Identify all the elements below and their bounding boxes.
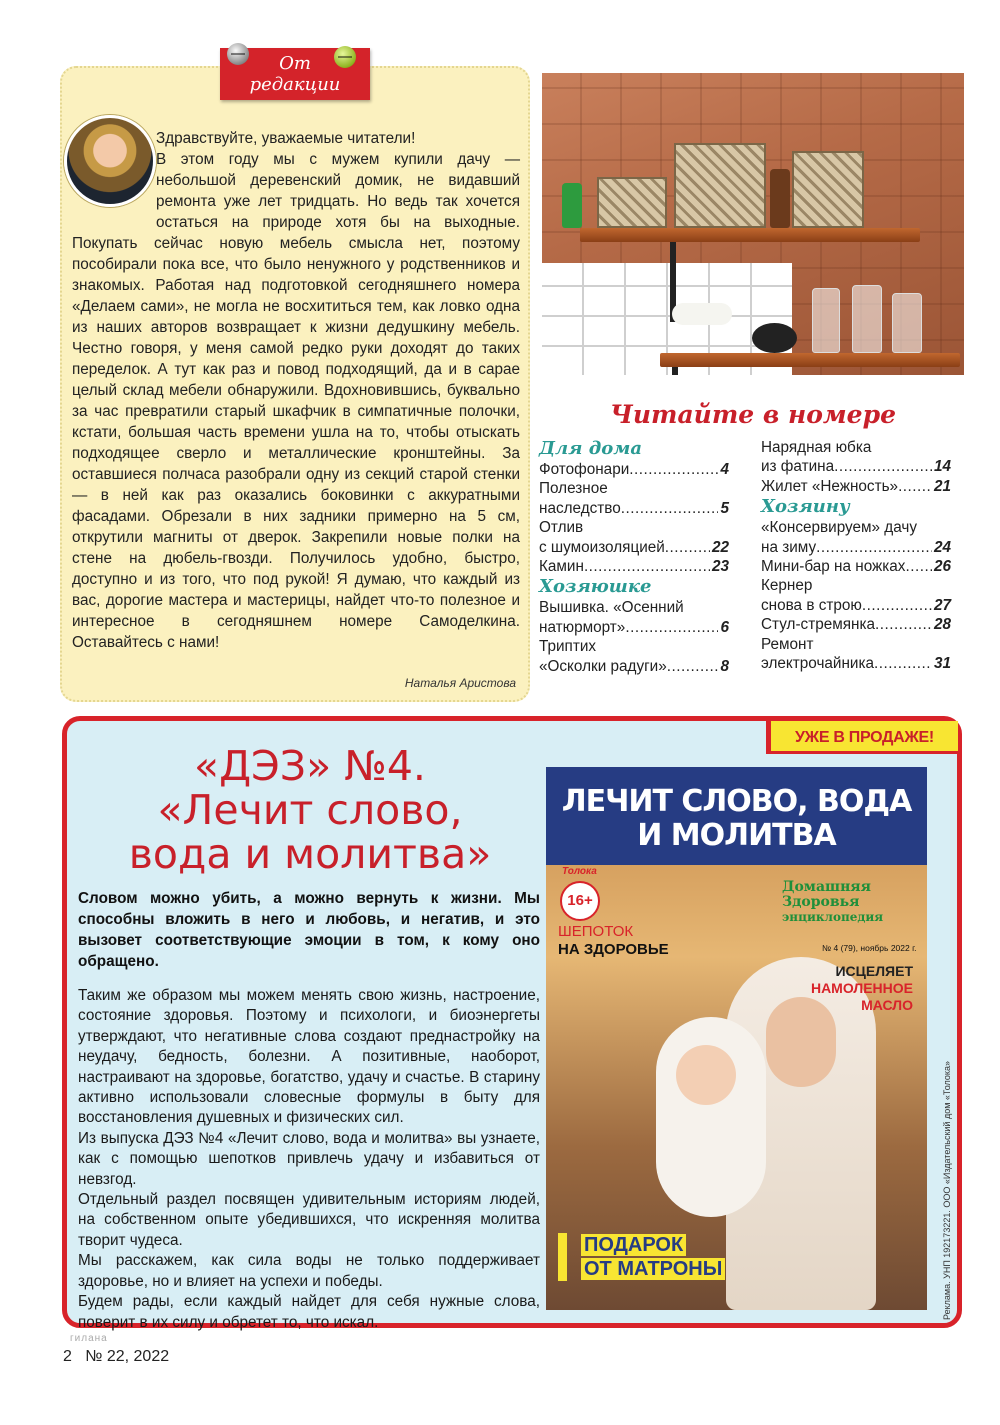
advert-paragraph: Таким же образом мы можем менять свою жизнь, настроение, состояние здоровья. Поэтому и психологи, и биоэнергеты утверждают, что негативные слова создают преднастройку на неудачу, бедность, болезни. А позитивные, наоборот, настраивают на здоровье, богатство, удачу и счастье. В старину активно использовали словесные формулы в быту для восстановления душевных и физических сил. bbox=[78, 987, 540, 1127]
age-rating-badge: 16+ bbox=[560, 881, 600, 921]
contents-item bbox=[761, 654, 951, 673]
advert-paragraph: Мы расскажем, как сила воды не только поддерживает здоровье, но и влияет на успехи и победы. bbox=[78, 1252, 540, 1290]
cover-whisper-teaser bbox=[558, 923, 669, 959]
jar-image bbox=[562, 183, 582, 228]
contents-item-page: 24 bbox=[933, 538, 951, 556]
contents-item-page: 27 bbox=[933, 596, 951, 614]
on-sale-badge: УЖЕ В ПРОДАЖЕ! bbox=[766, 721, 958, 754]
cover-heal-line3: МАСЛО bbox=[861, 997, 913, 1013]
advert-title-line3: вода и молитва» bbox=[128, 830, 492, 878]
contents-item bbox=[539, 557, 729, 576]
shelf-image bbox=[660, 353, 960, 367]
cover-logo-line2: Здоровья bbox=[782, 894, 860, 910]
contents-item bbox=[539, 499, 729, 518]
contents-item-line: Вышивка. «Осенний bbox=[539, 599, 684, 617]
contents-item-page: 14 bbox=[933, 458, 951, 476]
contents-item-page: 4 bbox=[720, 461, 729, 478]
cover-logo-line3: энциклопедия bbox=[782, 910, 884, 924]
contents-item-title: «Осколки радуги» bbox=[539, 657, 667, 675]
footer-brand: гилана bbox=[70, 1333, 108, 1344]
contents-item bbox=[761, 457, 951, 476]
contents-item-page: 8 bbox=[720, 657, 729, 675]
advert-lead: Словом можно убить, а можно вернуть к жизни. Мы способны вложить в него и любовь, и негатив, и это вызовет соответствующие эмоции в том, к кому оно обращено. bbox=[78, 890, 540, 970]
contents-item-page: 31 bbox=[933, 655, 951, 673]
contents-item-title: Жилет «Нежность» bbox=[761, 477, 899, 495]
leader-dots bbox=[667, 657, 719, 676]
contents-item-line: Кернер bbox=[761, 577, 813, 595]
cover-heal-line2: НАМОЛЕННОЕ bbox=[810, 980, 913, 996]
editor-avatar bbox=[64, 115, 156, 207]
cover-publisher: Толока bbox=[562, 866, 597, 877]
bowl-image bbox=[752, 323, 797, 353]
contents-item bbox=[539, 618, 729, 637]
basket-image bbox=[674, 143, 766, 228]
contents-column-1 bbox=[539, 438, 729, 676]
contents-item-page: 26 bbox=[933, 558, 951, 576]
contents-item bbox=[761, 615, 951, 634]
contents-item bbox=[761, 557, 951, 576]
contents-item-page: 6 bbox=[720, 618, 729, 636]
contents-section-heading: Хозяюшке bbox=[539, 576, 652, 598]
contents-item-title: из фатина bbox=[761, 458, 835, 476]
magazine-cover bbox=[546, 767, 927, 1310]
editorial-tag-line1: От bbox=[279, 53, 311, 74]
leader-dots bbox=[874, 654, 932, 673]
cover-headline bbox=[546, 767, 927, 865]
jar-image bbox=[770, 169, 790, 228]
cover-logo bbox=[782, 880, 922, 925]
cover-headline-line1: ЛЕЧИТ СЛОВО, ВОДА bbox=[561, 784, 912, 819]
baby-face-shape bbox=[676, 1045, 736, 1105]
contents-item-title: Фотофонари bbox=[539, 461, 630, 478]
contents-item bbox=[761, 538, 951, 557]
leader-dots bbox=[629, 460, 718, 479]
page-number: 2 № 22, 2022 bbox=[63, 1348, 170, 1365]
contents-item-line: «Консервируем» дачу bbox=[761, 519, 918, 537]
editorial-body: В этом году мы с мужем купили дачу — небольшой деревенский домик, не видавший ремонта уже лет тридцать. Но ведь так хочется остаться на природе хотя бы на выходные. Покупать сейчас новую мебель смысла нет, поэтому пособирали пока все, что было ненужного у родственников и знакомых. Работая над подготовкой сегодняшнего номера «Делаем сами», не могла не восхититься тем, как ловко одна из наших авторов возвращает к жизни дедушкину мебель. Честно говоря, у меня самой редко руки доходят до таких переделок. А тут как раз и повод подходящий, да и в сарае целый склад мебели обнаружили. Вдохновившись, буквально за час превратили старый шкафчик в симпатичные полочки, кстати, большая часть времени ушла на то, чтобы отыскать подходящее сверло и металлические кронштейны. За оставшиеся полчаса разобрали одну из секций старой стенки — в ней как раз оказались боковинки с аккуратными фасадами. Обрезали в них задники примерно на 5 см, открутили магниты от дверок. Закрепили новые полки на стене на дюбель-гвозди. Получилось удобно, быстро, доступно и из того, что под рукой! Я думаю, что каждый из вас, дорогие мастера и мастерицы, найдет что-то полезное и интересное в сегодняшнем номере Самоделкина. Оставайтесь с нами! bbox=[72, 151, 520, 651]
advert-title bbox=[90, 744, 530, 876]
advert-credit: Реклама. УНП 192173221. ООО «Издательский дом «Толока» bbox=[942, 1060, 952, 1320]
contents-item-title: электрочайника bbox=[761, 655, 875, 673]
contents-section-heading: Для дома bbox=[539, 438, 643, 459]
contents-item-page: 21 bbox=[933, 477, 951, 495]
contents-item-line: Ремонт bbox=[761, 635, 814, 653]
basket-image bbox=[792, 151, 864, 228]
leader-dots bbox=[875, 615, 932, 634]
cover-issue: № 4 (79), ноябрь 2022 г. bbox=[822, 943, 917, 953]
advert-paragraph: Отдельный раздел посвящен удивительным историям людей, на собственном опыте убедившихся, что искренняя молитва творит чудеса. bbox=[78, 1191, 540, 1249]
cover-logo-line1: Домашняя bbox=[782, 879, 871, 895]
shelves-photo bbox=[542, 73, 964, 375]
leader-dots bbox=[834, 457, 932, 476]
contents-item-line: Полезное bbox=[539, 480, 608, 498]
leader-dots bbox=[621, 499, 719, 518]
advert-title-line1: «ДЭЗ» №4. bbox=[194, 742, 426, 790]
screw-icon bbox=[227, 43, 249, 65]
contents-item-title: Камин bbox=[539, 558, 584, 576]
contents-item-title: Стул-стремянка bbox=[761, 616, 876, 634]
editorial-signature: Наталья Аристова bbox=[404, 676, 516, 690]
cover-headline-line2: И МОЛИТВА bbox=[637, 818, 836, 853]
contents-item-title: наследство bbox=[539, 499, 621, 517]
leader-dots bbox=[665, 538, 710, 557]
contents-section-heading: Хозяину bbox=[761, 496, 850, 518]
leader-dots bbox=[816, 538, 932, 557]
contents-item-title: с шумоизоляцией bbox=[539, 538, 665, 556]
contents-title: Читайте в номере bbox=[610, 400, 896, 429]
contents-item-line: Триптих bbox=[539, 638, 597, 656]
cover-gift-line2: ОТ МАТРОНЫ bbox=[581, 1258, 725, 1280]
cover-gift-line1: ПОДАРОК bbox=[581, 1234, 686, 1256]
advert-paragraph: Будем рады, если каждый найдет для себя нужные слова, поверит в их силу и обретет то, что искал. bbox=[78, 1293, 540, 1331]
cover-whisper-line2: НА ЗДОРОВЬЕ bbox=[558, 941, 669, 958]
contents-item bbox=[539, 460, 729, 479]
jar-image bbox=[812, 288, 840, 353]
contents-item-title: натюрморт» bbox=[539, 618, 626, 636]
contents-item-line: Отлив bbox=[539, 519, 584, 537]
contents-item-title: Мини-бар на ножках bbox=[761, 558, 906, 576]
screw-icon bbox=[334, 46, 356, 68]
editorial-tag-line2: редакции bbox=[249, 74, 341, 95]
editorial-text bbox=[72, 128, 520, 653]
leader-dots bbox=[584, 557, 710, 576]
advert-title-line2: «Лечит слово, bbox=[157, 786, 463, 834]
contents-item-title: снова в строю bbox=[761, 596, 862, 614]
jar-image bbox=[852, 285, 882, 353]
advert-paragraph: Из выпуска ДЭЗ №4 «Лечит слово, вода и молитва» вы узнаете, как с помощью шепотков привлечь удачу и избавиться от невзгод. bbox=[78, 1129, 540, 1188]
jar-image bbox=[892, 293, 922, 353]
contents-item bbox=[761, 596, 951, 615]
contents-item-line: Нарядная юбка bbox=[761, 439, 872, 456]
plates-image bbox=[672, 303, 732, 325]
contents-column-2 bbox=[761, 438, 951, 673]
editorial-greeting: Здравствуйте, уважаемые читатели! bbox=[156, 130, 416, 147]
contents-item-page: 23 bbox=[711, 558, 729, 576]
leader-dots bbox=[898, 477, 932, 496]
cover-gift-teaser bbox=[558, 1233, 725, 1281]
leader-dots bbox=[905, 557, 932, 576]
contents-item-page: 22 bbox=[711, 538, 729, 556]
contents-item-page: 5 bbox=[720, 499, 729, 517]
contents-item-title: на зиму bbox=[761, 538, 817, 556]
basket-image bbox=[597, 177, 667, 228]
leader-dots bbox=[625, 618, 718, 637]
shelf-image bbox=[580, 228, 920, 242]
leader-dots bbox=[862, 596, 932, 615]
advert-body bbox=[78, 986, 540, 1333]
cover-heal-teaser bbox=[811, 963, 913, 1014]
contents-item bbox=[539, 657, 729, 676]
contents-item bbox=[539, 538, 729, 557]
contents-item bbox=[761, 477, 951, 496]
cover-whisper-line1: ШЕПОТОК bbox=[558, 923, 634, 940]
bracket-image bbox=[672, 367, 678, 375]
cover-heal-line1: ИСЦЕЛЯЕТ bbox=[835, 963, 913, 979]
contents-item-page: 28 bbox=[933, 616, 951, 634]
